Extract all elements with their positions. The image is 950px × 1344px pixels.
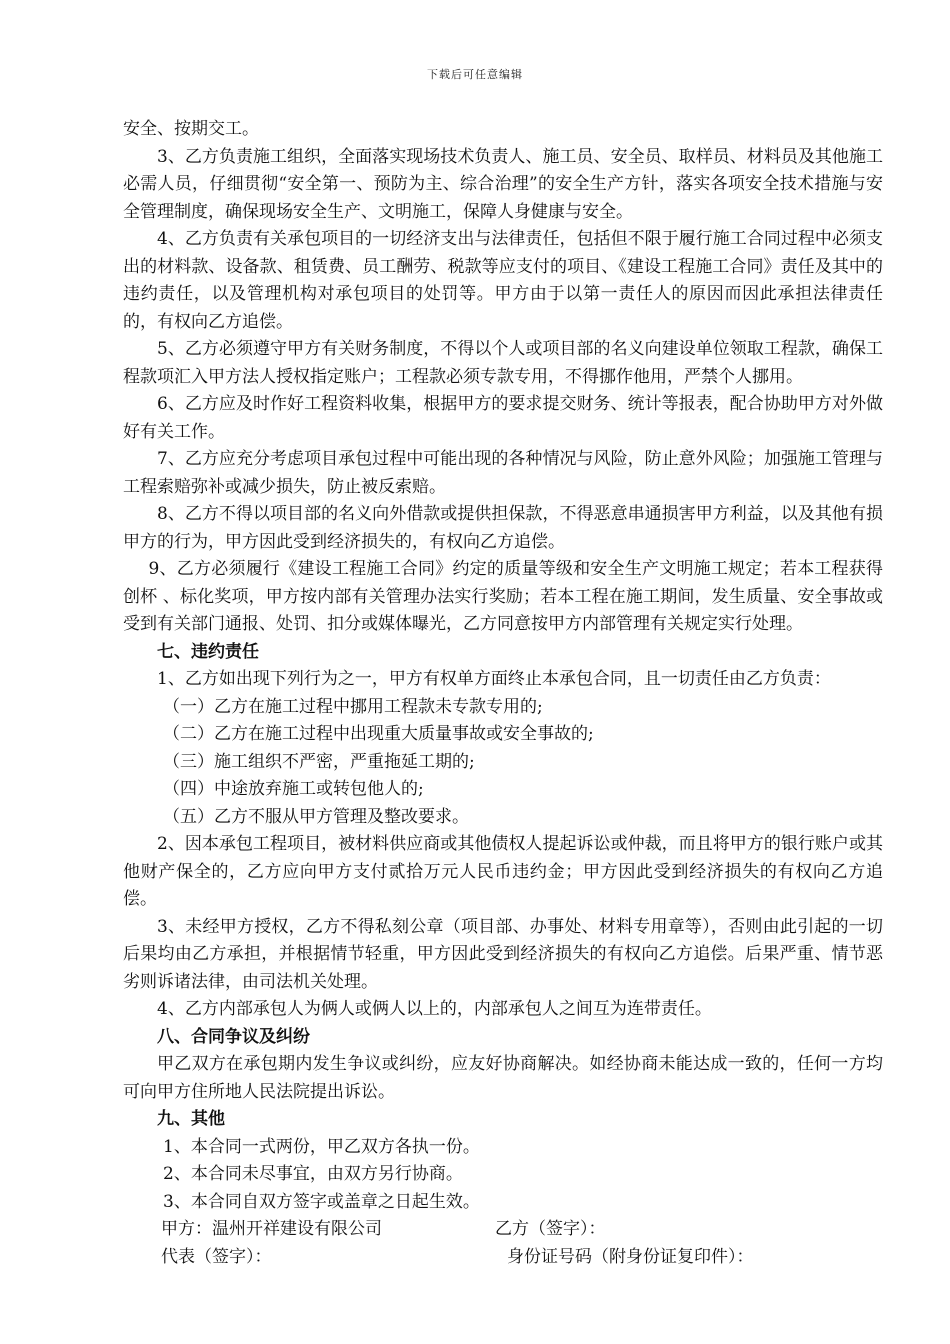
list-item: 3、本合同自双方签字或盖章之日起生效。: [163, 1191, 480, 1212]
section-heading-breach: 七、违约责任: [157, 641, 259, 662]
representative-signature-label: 代表（签字）：: [161, 1246, 272, 1267]
page-header: 下载后可任意编辑: [427, 68, 523, 81]
section-heading-disputes: 八、合同争议及纠纷: [157, 1026, 310, 1047]
clause-3: 3、乙方负责施工组织，全面落实现场技术负责人、施工员、安全员、取样员、材料员及其他施工必需人员，仔细贯彻“安全第一、预防为主、综合治理”的安全生产方针，落实各项安全技术措施与安全管理制度，确保现场安全生产、文明施工，保障人身健康与安全。: [123, 146, 883, 222]
breach-clause-4: 4、乙方内部承包人为俩人或俩人以上的，内部承包人之间互为连带责任。: [157, 999, 712, 1019]
list-item: （五）乙方不服从甲方管理及整改要求。: [163, 806, 469, 827]
paragraph-continuation: 安全、按期交工。: [123, 119, 259, 139]
id-number-label: 身份证号码（附身份证复印件）：: [507, 1246, 754, 1267]
party-a-label: 甲方：温州开祥建设有限公司: [161, 1219, 382, 1239]
clause-7: 7、乙方应充分考虑项目承包过程中可能出现的各种情况与风险，防止意外风险；加强施工管理与工程索赔弥补或减少损失，防止被反索赔。: [123, 449, 883, 497]
clause-4: 4、乙方负责有关承包项目的一切经济支出与法律责任，包括但不限于履行施工合同过程中必须支出的材料款、设备款、租赁费、员工酬劳、税款等应支付的项目、《建设工程施工合同》责任及其中的违约责任，以及管理机构对承包项目的处罚等。甲方由于以第一责任人的原因而因此承担法律责任的，有权向乙方追偿。: [123, 229, 883, 332]
signature-row-2: [123, 1244, 883, 1272]
list-item: （三）施工组织不严密，严重拖延工期的;: [163, 751, 475, 772]
party-b-signature-label: 乙方（签字）：: [495, 1219, 606, 1239]
clause-5: 5、乙方必须遵守甲方有关财务制度，不得以个人或项目部的名义向建设单位领取工程款，确保工程款项汇入甲方法人授权指定账户；工程款必须专款专用，不得挪作他用，严禁个人挪用。: [123, 339, 883, 387]
breach-clause-2: 2、因本承包工程项目，被材料供应商或其他债权人提起诉讼或仲裁，而且将甲方的银行账户或其他财产保全的，乙方应向甲方支付贰拾万元人民币违约金；甲方因此受到经济损失的有权向乙方追偿。: [123, 834, 883, 909]
clause-9: 9、乙方必须履行《建设工程施工合同》约定的质量等级和安全生产文明施工规定；若本工程获得创杯 、标化奖项，甲方按内部有关管理办法实行奖励；若本工程在施工期间，发生质量、安全事故或受到有关部门通报、处罚、扣分或媒体曝光，乙方同意按甲方内部管理有关规定实行处理。: [123, 559, 883, 634]
contract-body: [123, 116, 883, 1271]
clause-6: 6、乙方应及时作好工程资料收集，根据甲方的要求提交财务、统计等报表，配合协助甲方对外做好有关工作。: [123, 394, 883, 442]
list-item: 2、本合同未尽事宜，由双方另行协商。: [163, 1164, 463, 1184]
list-item: （一）乙方在施工过程中挪用工程款未专款专用的;: [163, 696, 543, 717]
breach-clause-1: 1、乙方如出现下列行为之一，甲方有权单方面终止本承包合同，且一切责任由乙方负责：: [157, 669, 831, 689]
breach-clause-3: 3、未经甲方授权，乙方不得私刻公章（项目部、办事处、材料专用章等），否则由此引起的一切后果均由乙方承担，并根据情节轻重，甲方因此受到经济损失的有权向乙方追偿。后果严重、情节恶劣则诉诸法律，由司法机关处理。: [123, 916, 883, 992]
list-item: 1、本合同一式两份，甲乙双方各执一份。: [163, 1136, 480, 1157]
list-item: （四）中途放弃施工或转包他人的;: [163, 779, 424, 799]
section-heading-other: 九、其他: [157, 1109, 225, 1129]
list-item: （二）乙方在施工过程中出现重大质量事故或安全事故的;: [163, 724, 594, 744]
signature-row-1: [123, 1216, 883, 1244]
clause-8: 8、乙方不得以项目部的名义向外借款或提供担保款，不得恶意串通损害甲方利益，以及其他有损甲方的行为，甲方因此受到经济损失的，有权向乙方追偿。: [123, 504, 883, 552]
disputes-clause: 甲乙双方在承包期内发生争议或纠纷，应友好协商解决。如经协商未能达成一致的，任何一方均可向甲方住所地人民法院提出诉讼。: [123, 1054, 883, 1102]
